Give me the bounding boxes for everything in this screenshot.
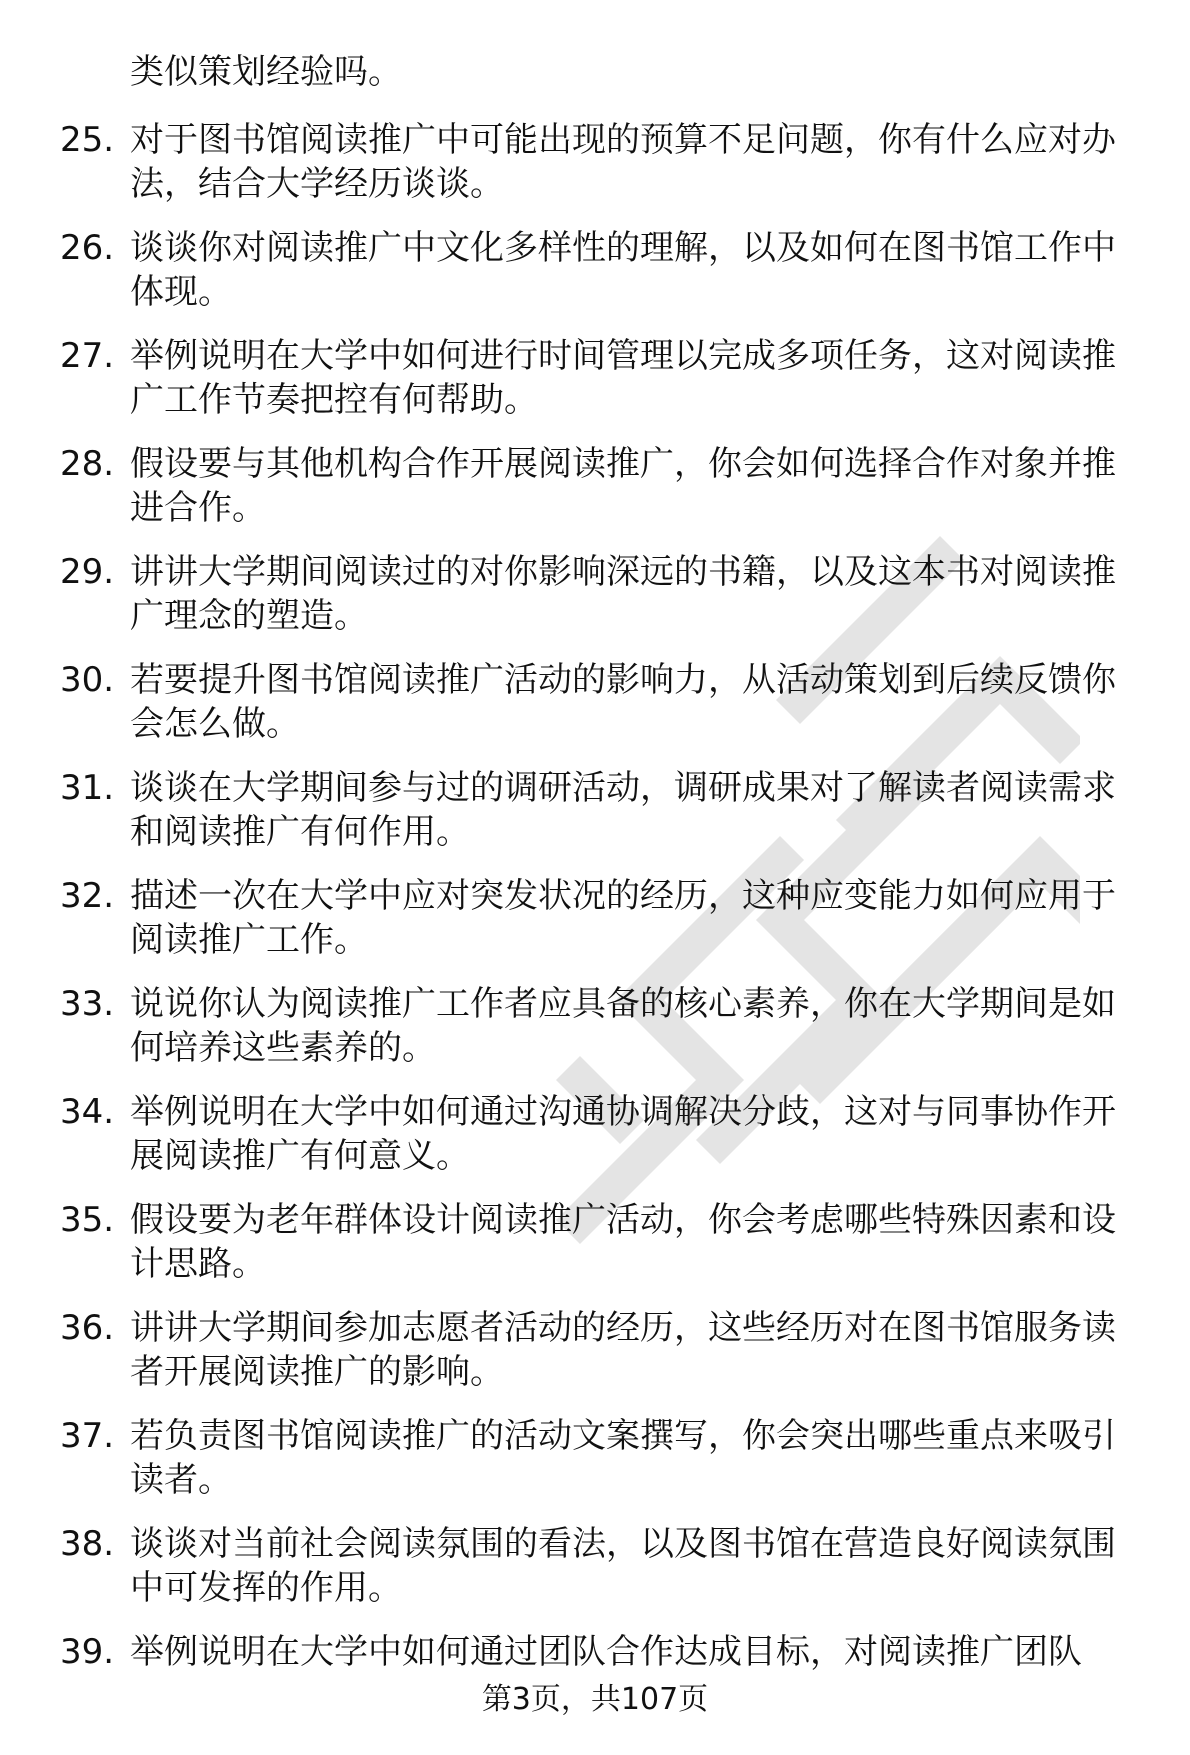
- question-text: 讲讲大学期间阅读过的对你影响深远的书籍，以及这本书对阅读推广理念的塑造。: [130, 552, 1116, 636]
- question-item: [60, 334, 1145, 422]
- question-text: 描述一次在大学中应对突发状况的经历，这种应变能力如何应用于阅读推广工作。: [130, 876, 1116, 960]
- question-text: 对于图书馆阅读推广中可能出现的预算不足问题，你有什么应对办法，结合大学经历谈谈。: [130, 120, 1116, 204]
- question-content: [60, 50, 1145, 1694]
- question-text: 说说你认为阅读推广工作者应具备的核心素养，你在大学期间是如何培养这些素养的。: [130, 984, 1116, 1068]
- question-text: 举例说明在大学中如何通过沟通协调解决分歧，这对与同事协作开展阅读推广有何意义。: [130, 1092, 1116, 1176]
- question-text: 谈谈你对阅读推广中文化多样性的理解，以及如何在图书馆工作中体现。: [130, 228, 1116, 312]
- question-text: 假设要与其他机构合作开展阅读推广，你会如何选择合作对象并推进合作。: [130, 444, 1116, 528]
- question-item: [60, 1306, 1145, 1394]
- question-number: 28.: [60, 444, 115, 484]
- question-text: 谈谈在大学期间参与过的调研活动，调研成果对了解读者阅读需求和阅读推广有何作用。: [130, 768, 1116, 852]
- question-number: 37.: [60, 1416, 115, 1456]
- question-item: [60, 1522, 1145, 1610]
- question-item: [60, 1414, 1145, 1502]
- question-item: [60, 226, 1145, 314]
- question-item: [60, 550, 1145, 638]
- question-number: 25.: [60, 120, 115, 160]
- question-number: 29.: [60, 552, 115, 592]
- question-text: 谈谈对当前社会阅读氛围的看法，以及图书馆在营造良好阅读氛围中可发挥的作用。: [130, 1524, 1116, 1608]
- question-text: 举例说明在大学中如何进行时间管理以完成多项任务，这对阅读推广工作节奏把控有何帮助。: [130, 336, 1116, 420]
- question-list: [60, 118, 1145, 1674]
- question-number: 26.: [60, 228, 115, 268]
- question-number: 30.: [60, 660, 115, 700]
- question-number: 39.: [60, 1632, 115, 1672]
- question-item: [60, 658, 1145, 746]
- question-text: 举例说明在大学中如何通过团队合作达成目标，对阅读推广团队: [130, 1632, 1082, 1672]
- question-text: 讲讲大学期间参加志愿者活动的经历，这些经历对在图书馆服务读者开展阅读推广的影响。: [130, 1308, 1116, 1392]
- question-number: 36.: [60, 1308, 115, 1348]
- question-item: [60, 1630, 1145, 1674]
- question-item: [60, 442, 1145, 530]
- question-text: 假设要为老年群体设计阅读推广活动，你会考虑哪些特殊因素和设计思路。: [130, 1200, 1116, 1284]
- question-text: 若要提升图书馆阅读推广活动的影响力，从活动策划到后续反馈你会怎么做。: [130, 660, 1116, 744]
- question-item: [60, 874, 1145, 962]
- question-item: [60, 982, 1145, 1070]
- question-number: 35.: [60, 1200, 115, 1240]
- question-item: [60, 766, 1145, 854]
- continuation-line: 类似策划经验吗。: [130, 52, 402, 92]
- question-text: 若负责图书馆阅读推广的活动文案撰写，你会突出哪些重点来吸引读者。: [130, 1416, 1116, 1500]
- question-item: [60, 1090, 1145, 1178]
- question-item: [60, 1198, 1145, 1286]
- question-number: 32.: [60, 876, 115, 916]
- question-number: 27.: [60, 336, 115, 376]
- question-item: [60, 118, 1145, 206]
- question-number: 31.: [60, 768, 115, 808]
- page-footer: 第3页，共107页: [481, 1682, 709, 1717]
- question-number: 38.: [60, 1524, 115, 1564]
- question-number: 33.: [60, 984, 115, 1024]
- question-number: 34.: [60, 1092, 115, 1132]
